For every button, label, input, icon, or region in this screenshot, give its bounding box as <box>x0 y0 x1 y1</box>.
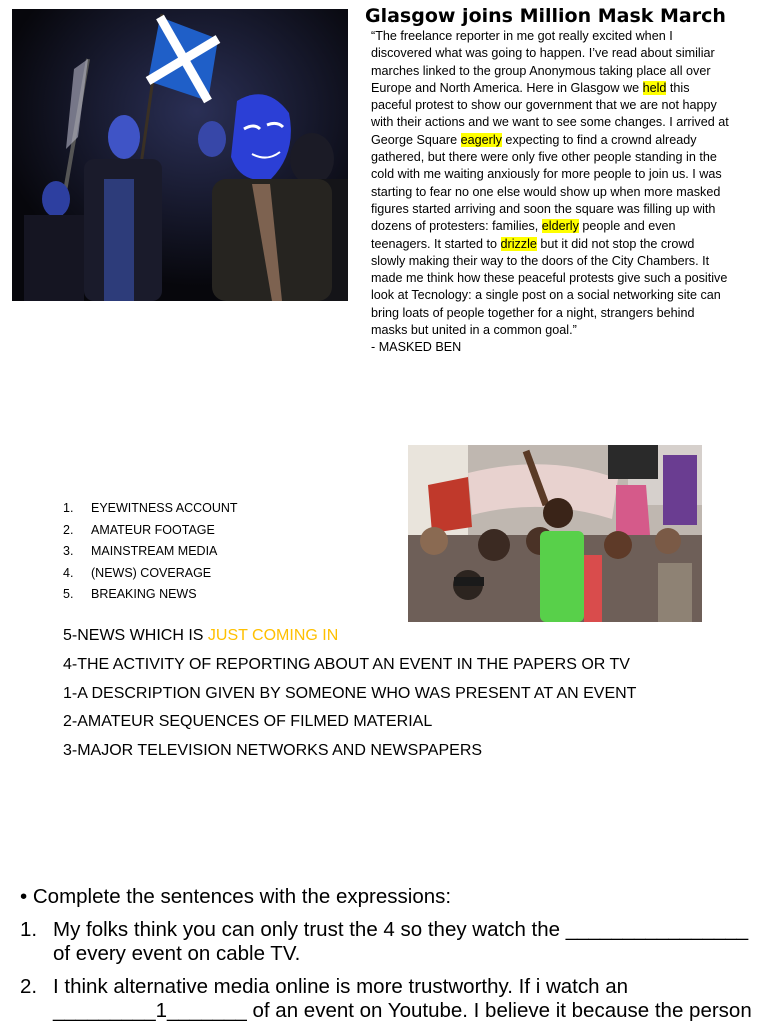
article-line: Europe and North America. Here in Glasgow we held this <box>371 80 690 95</box>
article-line: gathered, but there were only five other people standing in the <box>371 150 717 165</box>
protest-march-photo <box>408 445 702 622</box>
definition-5: 5-NEWS WHICH IS JUST COMING IN <box>63 627 339 644</box>
article-line: made me think how these peaceful protests give such a positive <box>371 271 728 286</box>
article-line: “The freelance reporter in me got really excited when I <box>371 29 673 43</box>
article-line: bring loats of people together for a night, strangers behind <box>371 305 695 320</box>
highlighted-word: elderly <box>541 219 579 234</box>
definitions <box>63 625 636 769</box>
article-line: paceful protest to show our government that we are not happy <box>371 98 717 113</box>
article-line: marches linked to the group Anonymous taking place all over <box>371 63 711 78</box>
terms-list <box>63 500 238 608</box>
definition-5-accent: JUST COMING IN <box>207 627 339 644</box>
article-line: discovered what was going to happen. I’ve read about similiar <box>371 46 715 61</box>
article-line: starting to fear no one else would show up when more masked <box>371 184 721 199</box>
highlighted-word: eagerly <box>460 132 502 147</box>
article-body <box>371 28 761 357</box>
article-line: dozens of protesters: families, elderly people and even <box>371 219 676 234</box>
highlighted-word: held <box>642 80 667 95</box>
term-item: 5. BREAKING NEWS <box>63 587 197 602</box>
definition-3: 3-MAJOR TELEVISION NETWORKS AND NEWSPAPERS <box>63 742 483 760</box>
definition-1: 1-A DESCRIPTION GIVEN BY SOMEONE WHO WAS PRESENT AT AN EVENT <box>63 684 637 702</box>
article-author: - MASKED BEN <box>371 340 462 355</box>
article-line: masks but united in a common goal.” <box>371 323 577 338</box>
term-item: 3. MAINSTREAM MEDIA <box>63 544 218 559</box>
highlighted-word: drizzle <box>500 236 537 251</box>
term-item: 4. (NEWS) COVERAGE <box>63 565 212 580</box>
definition-2: 2-AMATEUR SEQUENCES OF FILMED MATERIAL <box>63 713 433 731</box>
exercise-instruction: • Complete the sentences with the expressions: <box>20 885 452 908</box>
article-line: look at Tecnology: a single post on a social networking site can <box>371 288 721 303</box>
article-line: cold with me waiting anxiously for more people to join us. I was <box>371 167 722 182</box>
article-line: figures started arriving and soon the square was filling up with <box>371 201 716 216</box>
article-title: Glasgow joins Million Mask March <box>365 5 726 27</box>
term-item: 2. AMATEUR FOOTAGE <box>63 522 215 537</box>
article-line: with their actions and we want to see some changes. I arrived at <box>371 115 729 130</box>
exercise-item: 1. My folks think you can only trust the 4 so they watch the ________________ of every event on cable TV. <box>20 917 749 965</box>
term-item: 1. EYEWITNESS ACCOUNT <box>63 501 238 515</box>
definition-4: 4-THE ACTIVITY OF REPORTING ABOUT AN EVENT IN THE PAPERS OR TV <box>63 655 630 673</box>
article-line: George Square eagerly expecting to find a crownd already <box>371 132 697 147</box>
article-line: slowly making their way to the doors of the City Chambers. It <box>371 253 710 268</box>
exercise-item: 2. I think alternative media online is more trustworthy. If i watch an _________1_______ of an event on Youtube. I believe it because the person <box>20 974 752 1022</box>
masked-protesters-photo <box>12 9 348 301</box>
exercise-section <box>20 885 760 1032</box>
article-line: teenagers. It started to drizzle but it did not stop the crowd <box>371 236 695 251</box>
